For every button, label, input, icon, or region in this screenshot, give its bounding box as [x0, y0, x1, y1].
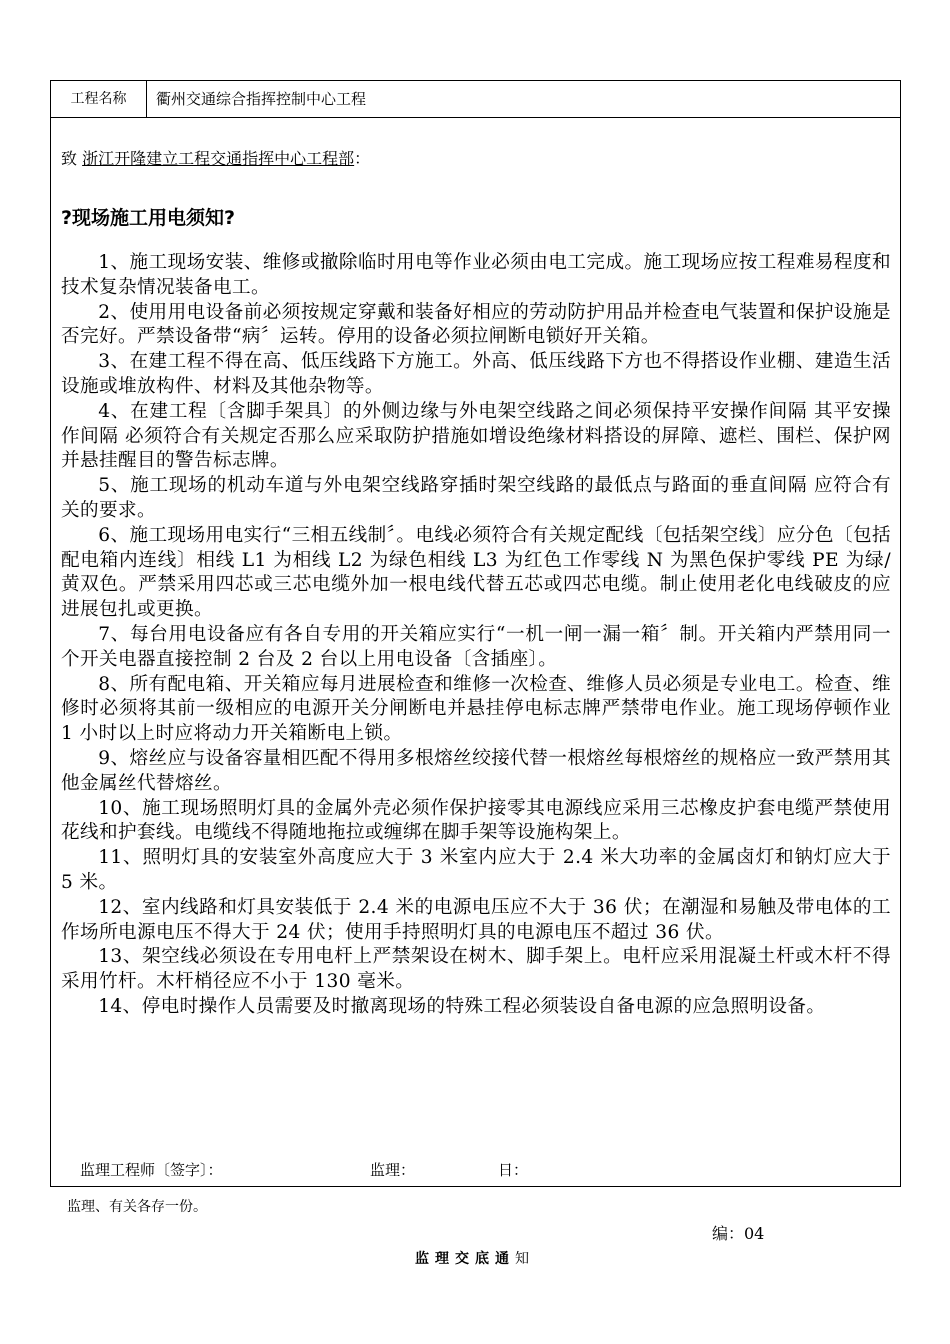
addressee-name: 浙江开隆建立工程交通指挥中心工程部 — [82, 149, 355, 168]
project-header-row — [51, 81, 900, 118]
notice-item: 10、施工现场照明灯具的金属外壳必须作保护接零其电源线应采用三芯橡皮护套电缆严禁使用花线和护套线。电缆线不得随地拖拉或缠绑在脚手架等设施构架上。 — [61, 797, 891, 844]
notice-item: 12、室内线路和灯具安装低于 2.4 米的电源电压应不大于 36 伏；在潮湿和易触及带电体的工作场所电源电压不得大于 24 伏；使用手持照明灯具的电源电压不超过 36 伏。 — [61, 896, 891, 943]
project-name-value: 衢州交通综合指挥控制中心工程 — [156, 90, 367, 108]
footer-title — [0, 1248, 950, 1268]
notice-item: 4、在建工程〔含脚手架具〕的外侧边缘与外电架空线路之间必须保持平安操作间隔 其平安操作间隔 必须符合有关规定否那么应采取防护措施如增设绝缘材料搭设的屏障、遮栏、围栏、保护网并悬挂醒目的警告标志牌。 — [61, 400, 891, 472]
notice-item: 7、每台用电设备应有各自专用的开关箱应实行“一机一闸一漏一箱〞制。开关箱内严禁用同一个开关电器直接控制 2 台及 2 台以上用电设备〔含插座〕。 — [61, 623, 891, 670]
notice-item: 3、在建工程不得在高、低压线路下方施工。外高、低压线路下方也不得搭设作业棚、建造生活设施或堆放构件、材料及其他杂物等。 — [61, 351, 891, 397]
copy-footnote: 监理、有关各存一份。 — [67, 1199, 207, 1215]
project-name-label: 工程名称 — [51, 81, 147, 117]
addressee-prefix: 致 — [61, 149, 78, 168]
serial-number: 编：04 — [712, 1224, 765, 1243]
notice-item: 6、施工现场用电实行“三相五线制〞。电线必须符合有关规定配线〔包括架空线〕应分色〔包括配电箱内连线〕相线 L1 为相线 L2 为绿色相线 L3 为红色工作零线 N 为黑色保护零线 PE 为绿/黄双色。严禁采用四芯或三芯电缆外加一根电线代替五芯或四芯电缆。制止使用老化电线破皮的应进展包扎或更换。 — [61, 524, 891, 621]
notice-item: 8、所有配电箱、开关箱应每月进展检查和维修一次检查、维修人员必须是专业电工。检查、维修时必须将其前一级相应的电源开关分闸断电并悬挂停电标志牌严禁带电作业。施工现场停顿作业 1 小时以上时应将动力开关箱断电上锁。 — [61, 673, 891, 745]
notice-item: 13、架空线必须设在专用电杆上严禁架设在树木、脚手架上。电杆应采用混凝土杆或木杆不得采用竹杆。木杆梢径应不小于 130 毫米。 — [61, 946, 891, 993]
footer-title-bold: 监理交底通 — [415, 1251, 515, 1267]
date-label: 日： — [498, 1161, 529, 1179]
supervision-label: 监理： — [370, 1161, 416, 1179]
notice-item: 1、施工现场安装、维修或撤除临时用电等作业必须由电工完成。施工现场应按工程难易程度和技术复杂情况装备电工。 — [61, 252, 891, 298]
notice-item: 14、停电时操作人员需要及时撤离现场的特殊工程必须装设自备电源的应急照明设备。 — [98, 995, 826, 1017]
footer-title-normal: 知 — [515, 1251, 535, 1267]
notice-items-list — [61, 251, 891, 1020]
notice-item: 5、施工现场的机动车道与外电架空线路穿插时架空线路的最低点与路面的垂直间隔 应符合有关的要求。 — [61, 475, 891, 521]
notice-item: 2、使用用电设备前必须按规定穿戴和装备好相应的劳动防护用品并检查电气装置和保护设施是否完好。严禁设备带“病〞运转。停用的设备必须拉闸断电锁好开关箱。 — [61, 301, 891, 348]
notice-title: ?现场施工用电须知? — [61, 207, 236, 229]
notice-item: 11、照明灯具的安装室外高度应大于 3 米室内应大于 2.4 米大功率的金属卤灯和钠灯应大于 5 米。 — [61, 847, 891, 893]
signature-line — [80, 1159, 528, 1180]
addressee-suffix: ： — [354, 149, 371, 168]
notice-item: 9、熔丝应与设备容量相匹配不得用多根熔丝绞接代替一根熔丝每根熔丝的规格应一致严禁用其他金属丝代替熔丝。 — [61, 747, 891, 794]
addressee-line — [61, 146, 370, 169]
engineer-signature-label: 监理工程师〔签字〕： — [80, 1161, 223, 1179]
